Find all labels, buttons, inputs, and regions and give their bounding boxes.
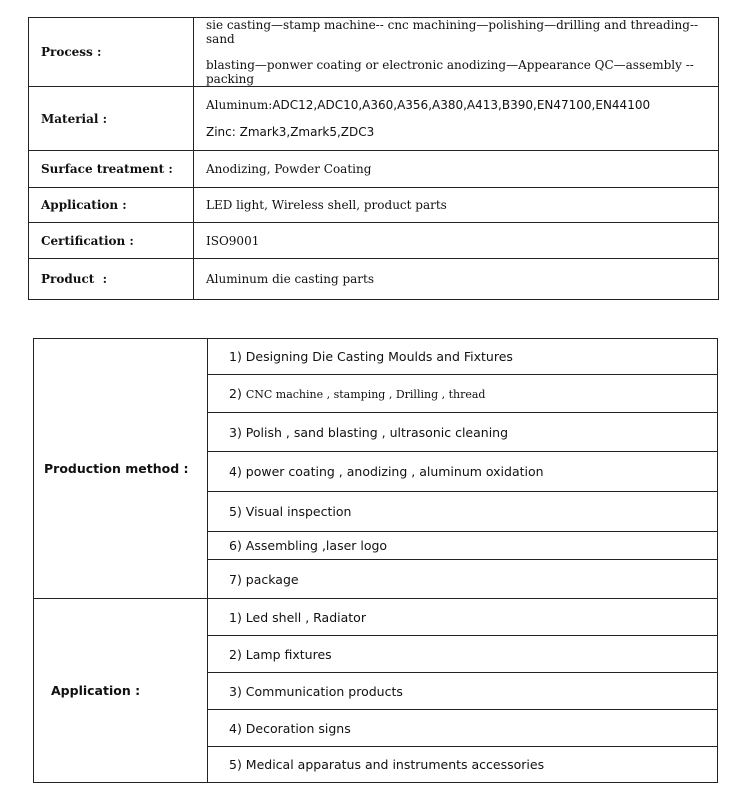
product-label: Product : <box>29 259 194 300</box>
surface-value: Anodizing, Powder Coating <box>194 151 719 188</box>
certification-label: Certification : <box>29 223 194 259</box>
production-item: 1) Designing Die Casting Moulds and Fixtures <box>208 339 718 375</box>
process-label: Process : <box>29 18 194 87</box>
production-item-2-text: CNC machine , stamping , Drilling , thread <box>245 388 486 401</box>
surface-label: Surface treatment : <box>29 151 194 188</box>
spec-table <box>28 17 719 300</box>
application-method-label: Application : <box>34 599 208 783</box>
production-item: 4) power coating , anodizing , aluminum oxidation <box>208 452 718 492</box>
application-label: Application : <box>29 188 194 223</box>
application-item: 5) Medical apparatus and instruments accessories <box>208 747 718 783</box>
production-item: 6) Assembling ,laser logo <box>208 532 718 560</box>
spec-row-surface <box>29 151 719 188</box>
material-line-2: Zinc: Zmark3,Zmark5,ZDC3 <box>206 125 375 139</box>
process-line-1: sie casting—stamp machine-- cnc machining—polishing—drilling and threading--sand <box>206 18 699 46</box>
process-value <box>194 18 719 87</box>
application-value: LED light, Wireless shell, product parts <box>194 188 719 223</box>
production-item <box>208 375 718 413</box>
product-value: Aluminum die casting parts <box>194 259 719 300</box>
process-line-2: blasting—ponwer coating or electronic anodizing—Appearance QC—assembly --packing <box>206 58 694 86</box>
spec-row-application <box>29 188 719 223</box>
production-item-2-number: 2) <box>229 386 246 401</box>
production-method-label: Production method : <box>34 339 208 599</box>
application-item: 3) Communication products <box>208 673 718 710</box>
production-item: 5) Visual inspection <box>208 492 718 532</box>
spec-row-material <box>29 87 719 151</box>
production-item: 3) Polish , sand blasting , ultrasonic cleaning <box>208 413 718 452</box>
spec-row-product <box>29 259 719 300</box>
material-line-1 <box>206 98 718 112</box>
production-item: 7) package <box>208 560 718 599</box>
spec-row-process <box>29 18 719 87</box>
material-aluminum-prefix: Aluminum: <box>206 98 273 112</box>
method-table <box>33 338 718 783</box>
application-item: 2) Lamp fixtures <box>208 636 718 673</box>
application-item: 4) Decoration signs <box>208 710 718 747</box>
material-aluminum-grades: ADC12,ADC10,A360,A356,A380,A413,B390,EN47100,EN44100 <box>272 98 651 112</box>
material-value <box>194 87 719 151</box>
production-row-1 <box>34 339 718 375</box>
application-row-1 <box>34 599 718 636</box>
material-label: Material : <box>29 87 194 151</box>
spec-row-certification <box>29 223 719 259</box>
certification-value: ISO9001 <box>194 223 719 259</box>
application-item: 1) Led shell , Radiator <box>208 599 718 636</box>
